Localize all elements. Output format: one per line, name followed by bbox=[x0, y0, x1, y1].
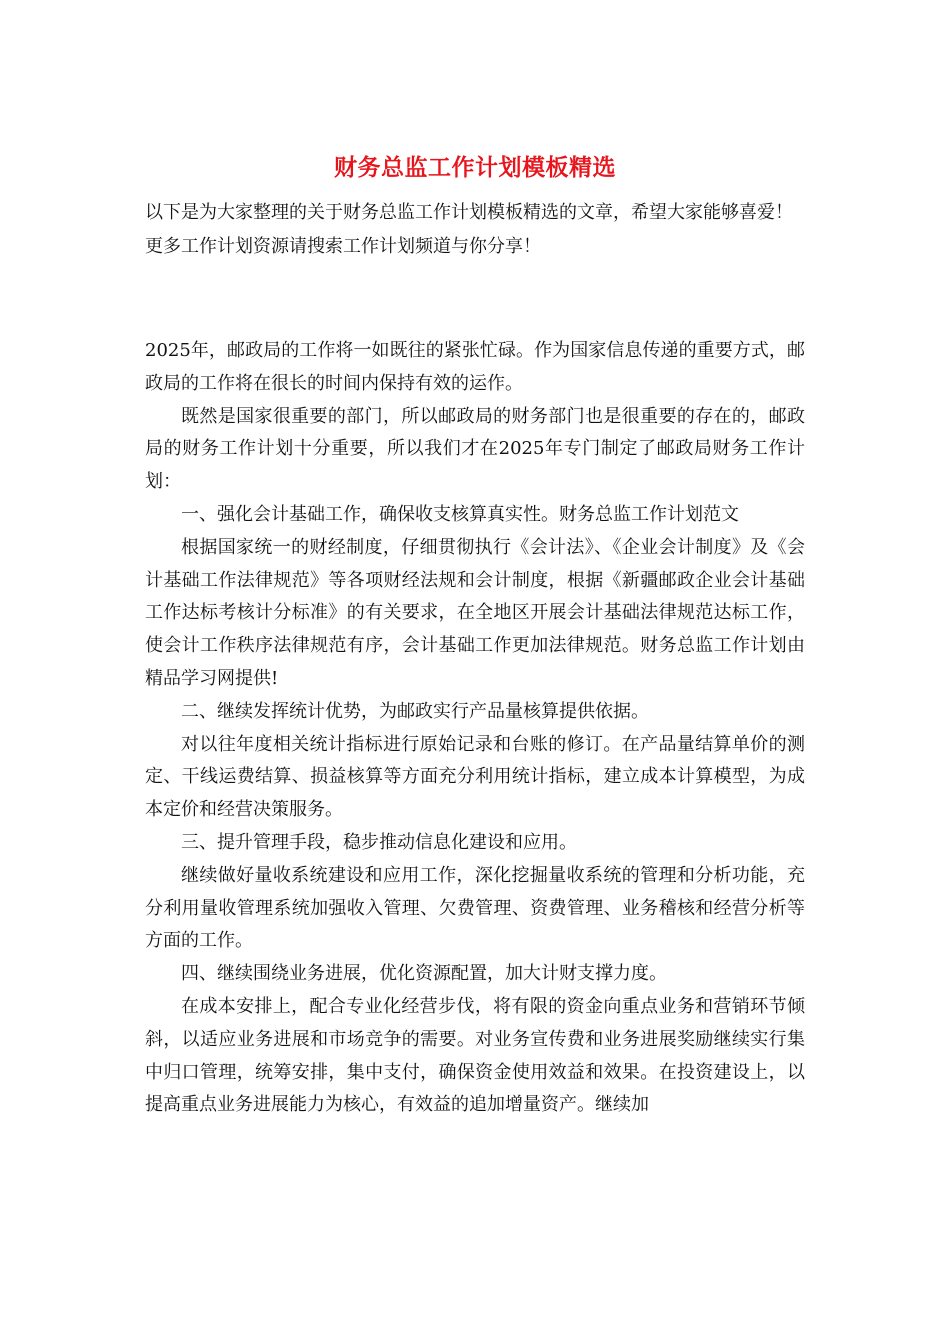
paragraph: 既然是国家很重要的部门，所以邮政局的财务部门也是很重要的存在的，邮政局的财务工作计划十分重要，所以我们才在2025年专门制定了邮政局财务工作计划： bbox=[145, 405, 805, 493]
paragraph: 继续做好量收系统建设和应用工作，深化挖掘量收系统的管理和分析功能，充分利用量收管理系统加强收入管理、欠费管理、资费管理、业务稽核和经营分析等方面的工作。 bbox=[145, 864, 805, 952]
paragraph: 根据国家统一的财经制度，仔细贯彻执行《会计法》、《企业会计制度》及《会计基础工作法律规范》等各项财经法规和会计制度，根据《新疆邮政企业会计基础工作达标考核计分标准》的有关要求，在全地区开展会计基础法律规范达标工作，使会计工作秩序法律规范有序，会计基础工作更加法律规范。财务总监工作计划由精品学习网提供! bbox=[145, 536, 805, 689]
document-title: 财务总监工作计划模板精选 bbox=[334, 155, 616, 181]
paragraph: 2025年，邮政局的工作将一如既往的紧张忙碌。作为国家信息传递的重要方式，邮政局的工作将在很长的时间内保持有效的运作。 bbox=[145, 340, 805, 394]
section-heading: 四、继续围绕业务进展，优化资源配置，加大计财支撑力度。 bbox=[181, 963, 667, 985]
section-heading: 二、继续发挥统计优势，为邮政实行产品量核算提供依据。 bbox=[181, 700, 649, 722]
intro-paragraph: 以下是为大家整理的关于财务总监工作计划模板精选的文章，希望大家能够喜爱！更多工作计划资源请搜索工作计划频道与你分享！ bbox=[145, 202, 793, 257]
document-body bbox=[145, 335, 805, 1122]
section-heading: 三、提升管理手段，稳步推动信息化建设和应用。 bbox=[181, 831, 577, 853]
section-heading: 一、强化会计基础工作，确保收支核算真实性。财务总监工作计划范文 bbox=[181, 503, 739, 525]
paragraph: 对以往年度相关统计指标进行原始记录和台账的修订。在产品量结算单价的测定、干线运费结算、损益核算等方面充分利用统计指标，建立成本计算模型，为成本定价和经营决策服务。 bbox=[145, 733, 805, 821]
paragraph: 在成本安排上，配合专业化经营步伐，将有限的资金向重点业务和营销环节倾斜，以适应业务进展和市场竞争的需要。对业务宣传费和业务进展奖励继续实行集中归口管理，统筹安排，集中支付，确保资金使用效益和效果。在投资建设上，以提高重点业务进展能力为核心，有效益的追加增量资产。继续加 bbox=[145, 995, 805, 1116]
